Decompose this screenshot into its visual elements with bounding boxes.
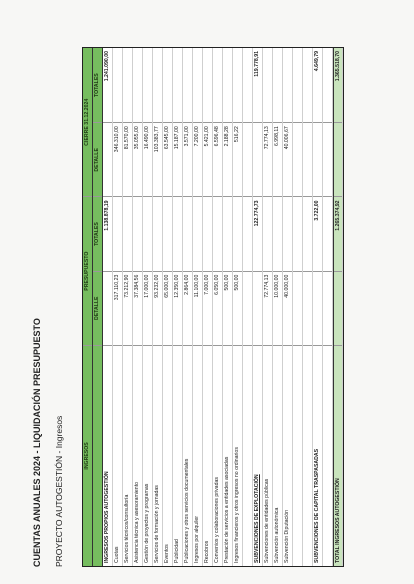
row-value-t2 <box>173 48 182 122</box>
table-row <box>193 48 203 566</box>
row-label <box>303 345 312 566</box>
row-value-d1: 93.232,00 <box>153 271 162 345</box>
row-value-t1: 1.265.374,92 <box>334 196 342 270</box>
row-value-t1: 3.722,00 <box>313 196 322 270</box>
row-label: Servicios de formación y jornadas <box>153 345 162 566</box>
document-subtitle: PROYECTO AUTOGESTIÓN - Ingresos <box>54 415 64 567</box>
table-row <box>123 48 133 566</box>
table-row <box>203 48 213 566</box>
row-label: SUBVENCIONES DE EXPLOTACIÓN <box>253 345 262 566</box>
row-value-d1: 500,00 <box>223 271 232 345</box>
row-value-d1: 11.100,00 <box>193 271 202 345</box>
row-value-t1 <box>173 196 182 270</box>
row-value-d2: 35.055,00 <box>133 122 142 196</box>
row-value-t2 <box>133 48 142 122</box>
row-value-d2: 6.998,11 <box>273 122 282 196</box>
row-value-d2: 103.383,77 <box>153 122 162 196</box>
row-value-d2: 81.570,00 <box>123 122 132 196</box>
row-value-t1 <box>223 196 232 270</box>
subheader-totales-presupuesto: TOTALES <box>93 196 102 270</box>
row-value-d1: 40.000,00 <box>283 271 292 345</box>
table-row <box>263 48 273 566</box>
row-value-t2 <box>183 48 192 122</box>
row-value-t2 <box>193 48 202 122</box>
document-title: CUENTAS ANUALES 2024 - LIQUIDACIÓN PRESUPUESTO <box>32 318 42 567</box>
table-row <box>283 48 293 566</box>
row-value-d2 <box>303 122 312 196</box>
row-value-t1: 122.774,73 <box>253 196 262 270</box>
row-value-d2 <box>313 122 322 196</box>
row-value-t1 <box>243 196 252 270</box>
row-value-d1: 72.774,13 <box>263 271 272 345</box>
table-row <box>233 48 243 566</box>
row-value-d2: 63.545,00 <box>163 122 172 196</box>
row-value-d2: 40.006,67 <box>283 122 292 196</box>
row-label: TOTAL INGRESOS AUTOGESTIÓN <box>334 345 342 566</box>
row-value-t1 <box>123 196 132 270</box>
table-row <box>143 48 153 566</box>
row-value-t1 <box>203 196 212 270</box>
row-label: Servicios técnicos/consultoría <box>123 345 132 566</box>
row-value-d2: 3.571,00 <box>183 122 192 196</box>
row-value-d1: 317.110,23 <box>113 271 122 345</box>
row-label: Convenios y colaboraciones privadas <box>213 345 222 566</box>
row-value-t2 <box>283 48 292 122</box>
row-label: Eventos <box>163 345 172 566</box>
table-row <box>303 48 313 566</box>
table-row <box>243 48 253 566</box>
table-body <box>103 48 343 566</box>
row-value-d2: 6.596,48 <box>213 122 222 196</box>
row-value-d1 <box>293 271 302 345</box>
row-value-t2 <box>303 48 312 122</box>
row-value-t2 <box>153 48 162 122</box>
row-value-d1 <box>323 271 332 345</box>
subheader-detalle-cierre: DETALLE <box>93 122 102 196</box>
row-value-d2 <box>243 122 252 196</box>
table-row <box>213 48 223 566</box>
budget-table <box>82 47 344 567</box>
row-value-d2: 5.421,00 <box>203 122 212 196</box>
row-value-t2: 119.778,91 <box>254 51 260 77</box>
table-row <box>173 48 183 566</box>
row-label: Publicaciones y otros servicios documentales <box>183 345 192 566</box>
cierre-header: CIERRE 31.12.2024 <box>84 98 90 146</box>
row-value-t1 <box>283 196 292 270</box>
row-value-d2: 516,22 <box>233 122 242 196</box>
subheader-totales-cierre: TOTALES <box>94 73 100 97</box>
table-row <box>183 48 193 566</box>
row-value-t1 <box>213 196 222 270</box>
table-row <box>333 48 343 566</box>
table-row <box>253 48 263 566</box>
table-subheader-row <box>93 48 103 566</box>
row-value-t2 <box>113 48 122 122</box>
row-label: Subvención Diputación <box>283 345 292 566</box>
row-value-d2: 72.774,13 <box>263 122 272 196</box>
row-label: Subvenciones de entidades públicas <box>263 345 272 566</box>
row-label: Cuotas <box>113 345 122 566</box>
row-value-d1: 17.000,00 <box>143 271 152 345</box>
subheader-blank <box>93 345 102 566</box>
row-value-d2: 2.188,28 <box>223 122 232 196</box>
table-header-row <box>83 48 93 566</box>
row-value-d1: 2.864,00 <box>183 271 192 345</box>
rotated-content <box>32 35 382 575</box>
table-row <box>103 48 113 566</box>
row-label: Recobros <box>203 345 212 566</box>
row-value-d2 <box>103 122 112 196</box>
row-value-d1: 65.000,00 <box>163 271 172 345</box>
row-label: Subvención autonómica <box>273 345 282 566</box>
table-row <box>293 48 303 566</box>
row-value-d2: 16.490,00 <box>143 122 152 196</box>
table-row <box>313 48 323 566</box>
row-value-d1: 10.000,00 <box>273 271 282 345</box>
row-value-t2 <box>143 48 152 122</box>
row-label: INGRESOS PROPIOS AUTOGESTIÓN <box>103 345 112 566</box>
row-label <box>243 345 252 566</box>
row-value-t1 <box>143 196 152 270</box>
row-value-t2: 1.365.518,70 <box>335 51 341 82</box>
row-value-t2 <box>163 48 172 122</box>
row-value-t2 <box>203 48 212 122</box>
row-value-d2 <box>253 122 262 196</box>
row-value-t2 <box>273 48 282 122</box>
row-label: Prestación de servicios a entidades asociadas <box>223 345 232 566</box>
row-value-d1: 500,00 <box>233 271 242 345</box>
row-value-d2: 346.310,00 <box>113 122 122 196</box>
row-value-t2 <box>233 48 242 122</box>
row-value-d2 <box>334 122 342 196</box>
row-value-t1 <box>113 196 122 270</box>
row-label: Ingresos financieros y otros ingresos no ordinarios <box>233 345 242 566</box>
row-value-d1 <box>303 271 312 345</box>
row-value-t1 <box>303 196 312 270</box>
presupuesto-header: PRESUPUESTO <box>83 196 92 344</box>
table-row <box>113 48 123 566</box>
row-value-t2 <box>243 48 252 122</box>
row-value-d2 <box>323 122 332 196</box>
row-value-d1: 7.000,00 <box>203 271 212 345</box>
row-value-t1 <box>133 196 142 270</box>
row-value-t1 <box>263 196 272 270</box>
row-value-d2: 15.187,00 <box>173 122 182 196</box>
row-value-t1 <box>323 196 332 270</box>
row-value-t2 <box>323 48 332 122</box>
row-value-d1 <box>243 271 252 345</box>
row-value-t1 <box>273 196 282 270</box>
row-value-t1: 1.138.878,19 <box>103 196 112 270</box>
row-label: Ingresos por alquiler <box>193 345 202 566</box>
row-value-t2 <box>263 48 272 122</box>
row-value-t1 <box>193 196 202 270</box>
row-value-t1 <box>183 196 192 270</box>
row-value-d2: 7.200,00 <box>193 122 202 196</box>
row-value-t2 <box>213 48 222 122</box>
row-value-d1 <box>313 271 322 345</box>
row-value-d1: 37.384,56 <box>133 271 142 345</box>
row-value-t1 <box>163 196 172 270</box>
subheader-detalle-presupuesto: DETALLE <box>93 271 102 345</box>
row-label <box>293 345 302 566</box>
row-value-t2: 1.241.090,00 <box>104 51 110 82</box>
table-row <box>223 48 233 566</box>
ingresos-header: INGRESOS <box>83 345 92 566</box>
table-row <box>273 48 283 566</box>
row-label: Publicidad <box>173 345 182 566</box>
row-value-d1 <box>334 271 342 345</box>
row-value-d1 <box>103 271 112 345</box>
row-value-d2 <box>293 122 302 196</box>
row-value-d1: 12.350,00 <box>173 271 182 345</box>
row-value-d1: 73.212,90 <box>123 271 132 345</box>
row-value-t1 <box>293 196 302 270</box>
row-label <box>323 345 332 566</box>
table-row <box>163 48 173 566</box>
row-value-t2 <box>123 48 132 122</box>
row-value-t1 <box>233 196 242 270</box>
table-row <box>133 48 143 566</box>
row-value-t2: 4.649,79 <box>314 51 320 72</box>
row-value-d1 <box>253 271 262 345</box>
row-value-t1 <box>153 196 162 270</box>
row-label: Asistencia técnica y asesoramiento <box>133 345 142 566</box>
row-value-d1: 6.050,00 <box>213 271 222 345</box>
table-row <box>153 48 163 566</box>
table-row <box>323 48 333 566</box>
row-value-t2 <box>223 48 232 122</box>
row-label: Gestión de proyectos y programas <box>143 345 152 566</box>
row-value-t2 <box>293 48 302 122</box>
row-label: SUBVENCIONES DE CAPITAL TRASPASADAS <box>313 345 322 566</box>
